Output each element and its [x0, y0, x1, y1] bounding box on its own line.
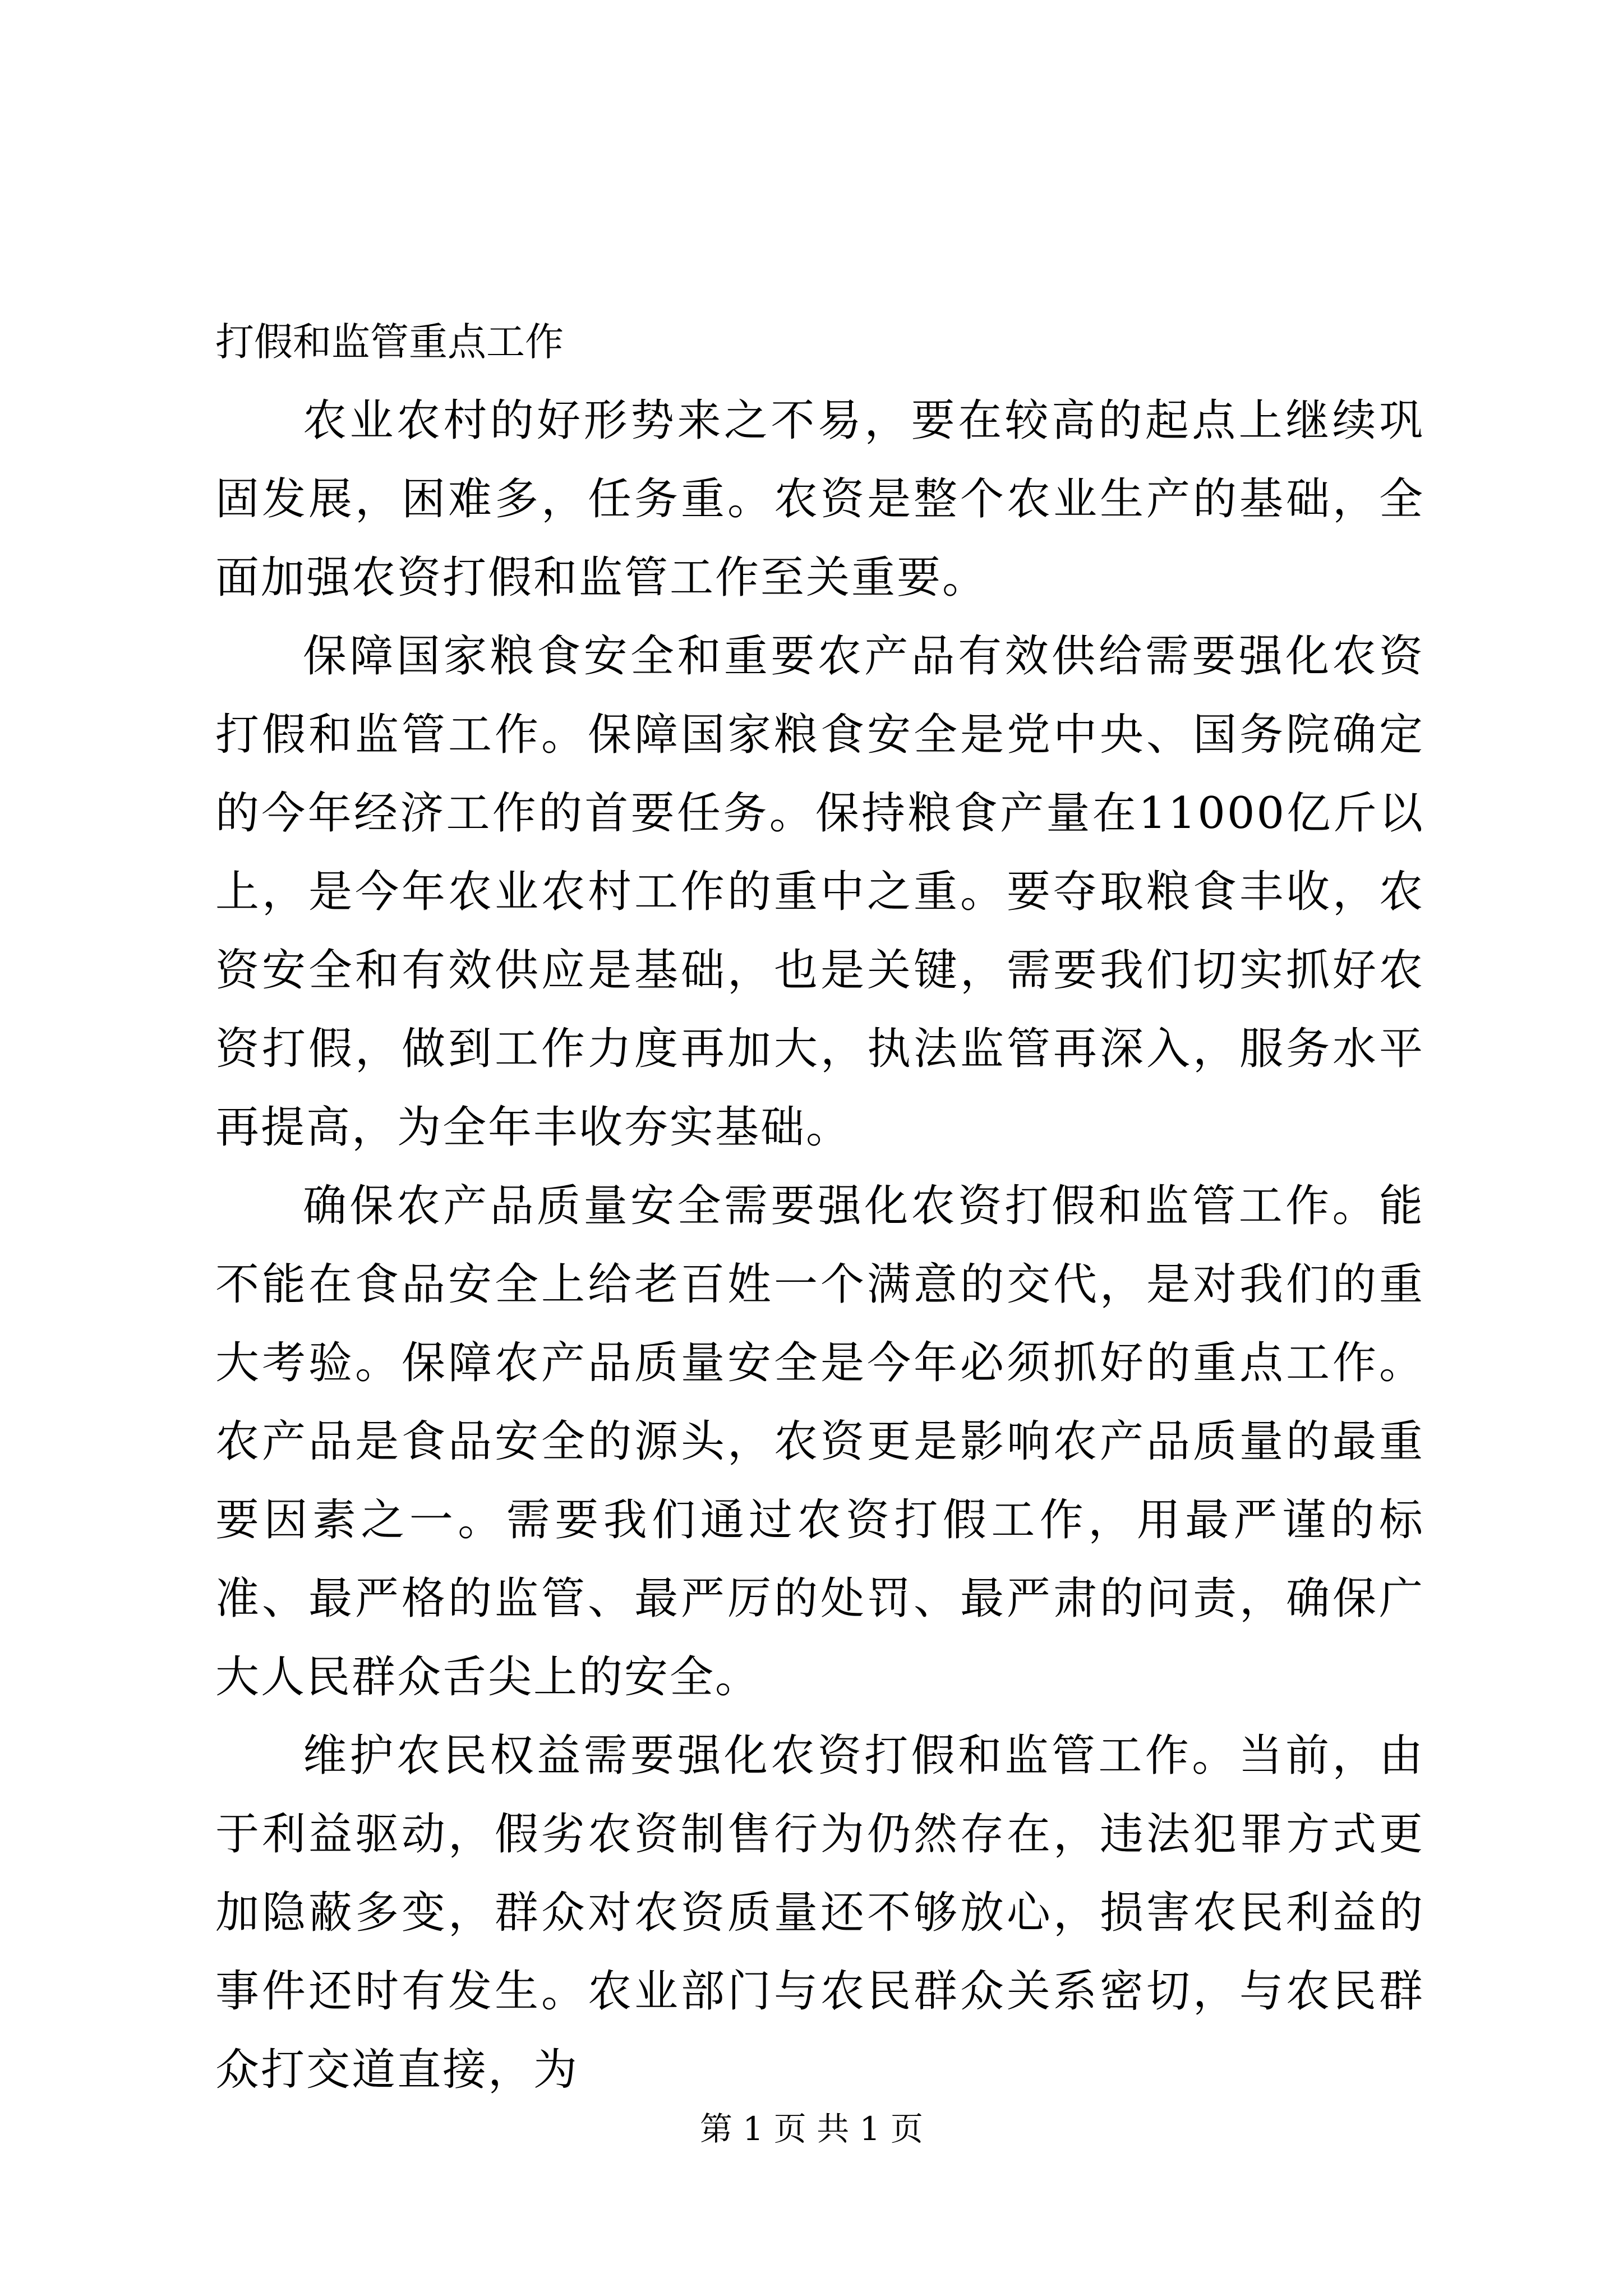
document-title: 打假和监管重点工作	[215, 320, 564, 365]
document-body	[215, 303, 1424, 2109]
paragraph-2: 保障国家粮食安全和重要农产品有效供给需要强化农资打假和监管工作。保障国家粮食安全是党中央、国务院确定的今年经济工作的首要任务。保持粮食产量在11000亿斤以上，是今年农业农村工作的重中之重。要夺取粮食丰收，农资安全和有效供应是基础，也是关键，需要我们切实抓好农资打假，做到工作力度再加大，执法监管再深入，服务水平再提高，为全年丰收夯实基础。	[215, 631, 1424, 1153]
page-number-footer: 第 1 页 共 1 页	[700, 2110, 923, 2148]
paragraph-3: 确保农产品质量安全需要强化农资打假和监管工作。能不能在食品安全上给老百姓一个满意的交代，是对我们的重大考验。保障农产品质量安全是今年必须抓好的重点工作。农产品是食品安全的源头，农资更是影响农产品质量的最重要因素之一。需要我们通过农资打假工作，用最严谨的标准、最严格的监管、最严厉的处罚、最严肃的问责，确保广大人民群众舌尖上的安全。	[215, 1181, 1424, 1703]
paragraph-4: 维护农民权益需要强化农资打假和监管工作。当前，由于利益驱动，假劣农资制售行为仍然存在，违法犯罪方式更加隐蔽多变，群众对农资质量还不够放心，损害农民利益的事件还时有发生。农业部门与农民群众关系密切，与农民群众打交道直接，为	[215, 1731, 1424, 2095]
paragraph-1: 农业农村的好形势来之不易，要在较高的起点上继续巩固发展，困难多，任务重。农资是整个农业生产的基础，全面加强农资打假和监管工作至关重要。	[215, 395, 1424, 603]
